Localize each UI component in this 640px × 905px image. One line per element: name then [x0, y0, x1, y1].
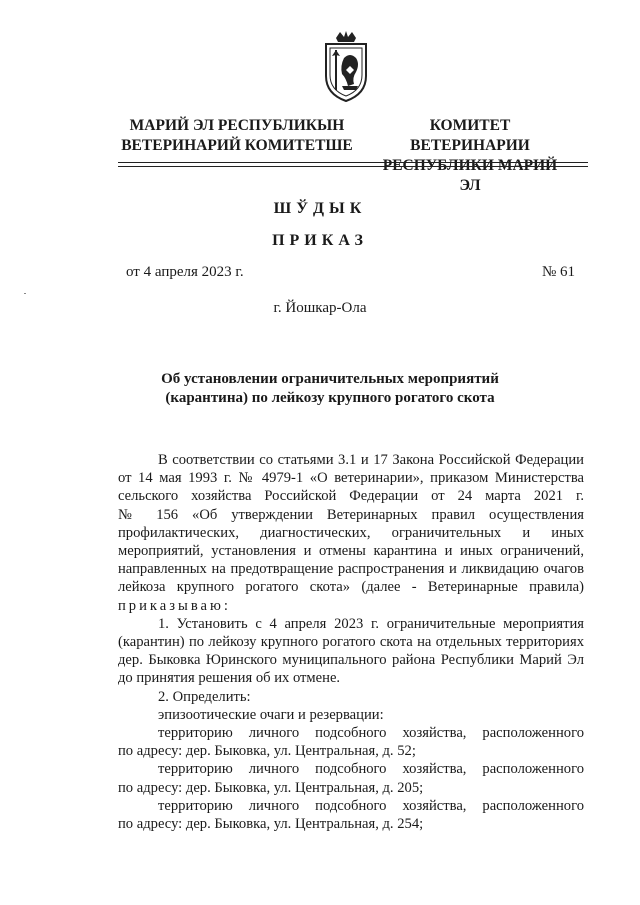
header-divider-bottom — [118, 166, 588, 167]
subject-line: (карантина) по лейкозу крупного рогатого скота — [165, 390, 495, 406]
coat-of-arms-emblem — [320, 28, 372, 104]
document-city: г. Йошкар-Ола — [273, 300, 367, 316]
body-line: лейкоза крупного рогатого скота» (далее - Ветеринарные правила) — [118, 579, 584, 596]
document-number: № 61 — [542, 264, 576, 280]
body-line: 1. Установить с 4 апреля 2023 г. ограничительные мероприятия — [158, 615, 584, 632]
header-divider-top — [118, 162, 588, 163]
body-line: от 14 мая 1993 г. № 4979-1 «О ветеринарии», приказом Министерства — [118, 470, 584, 487]
body-line: направленных на предотвращение распространения и ликвидацию очагов — [118, 561, 584, 578]
body-line: профилактических, диагностических, ограничительных и иных — [118, 524, 584, 541]
body-line: территорию личного подсобного хозяйства, расположенного — [158, 761, 584, 778]
header-right-line1: КОМИТЕТ ВЕТЕРИНАРИИ — [410, 117, 530, 154]
document-date: от 4 апреля 2023 г. — [126, 264, 244, 280]
body-line: (карантин) по лейкозу крупного рогатого скота на отдельных территориях — [118, 634, 584, 651]
body-line: территорию личного подсобного хозяйства, расположенного — [158, 797, 584, 814]
subject-line: Об установлении ограничительных мероприятий — [161, 371, 499, 387]
body-line: № 156 «Об утверждении Ветеринарных правил осуществления — [118, 506, 584, 523]
body-line: В соответствии со статьями 3.1 и 17 Закона Российской Федерации — [158, 452, 584, 468]
body-line: 2. Определить: — [158, 688, 251, 705]
body-line: до принятия решения об их отмене. — [118, 670, 341, 687]
document-title-russian: ПРИКАЗ — [272, 232, 368, 249]
margin-mark — [24, 293, 26, 294]
body-line: мероприятий, установления и отмены карантина и иных ограничений, — [118, 543, 584, 560]
body-line: сельского хозяйства Российской Федерации от 24 марта 2021 г. — [118, 488, 584, 505]
header-left-line1: МАРИЙ ЭЛ РЕСПУБЛИКЫН — [129, 117, 345, 134]
header-right-line2: РЕСПУБЛИКИ МАРИЙ ЭЛ — [382, 157, 558, 194]
header-left-line2: ВЕТЕРИНАРИЙ КОМИТЕТШЕ — [121, 137, 353, 154]
body-line: по адресу: дер. Быковка, ул. Центральная, д. 52; — [118, 743, 416, 760]
body-line: эпизоотические очаги и резервации: — [158, 706, 384, 723]
body-line: дер. Быковка Юринского муниципального района Республики Марий Эл — [118, 652, 584, 669]
document-title-mari: ШЎДЫК — [273, 200, 367, 217]
body-line: по адресу: дер. Быковка, ул. Центральная, д. 205; — [118, 779, 424, 796]
body-line: приказываю: — [118, 597, 231, 614]
body-line: по адресу: дер. Быковка, ул. Центральная, д. 254; — [118, 816, 424, 833]
body-line: территорию личного подсобного хозяйства, расположенного — [158, 725, 584, 742]
header-right-block — [372, 116, 568, 196]
header-left-block — [118, 116, 356, 156]
document-subject — [140, 370, 520, 408]
document-body — [118, 451, 584, 833]
